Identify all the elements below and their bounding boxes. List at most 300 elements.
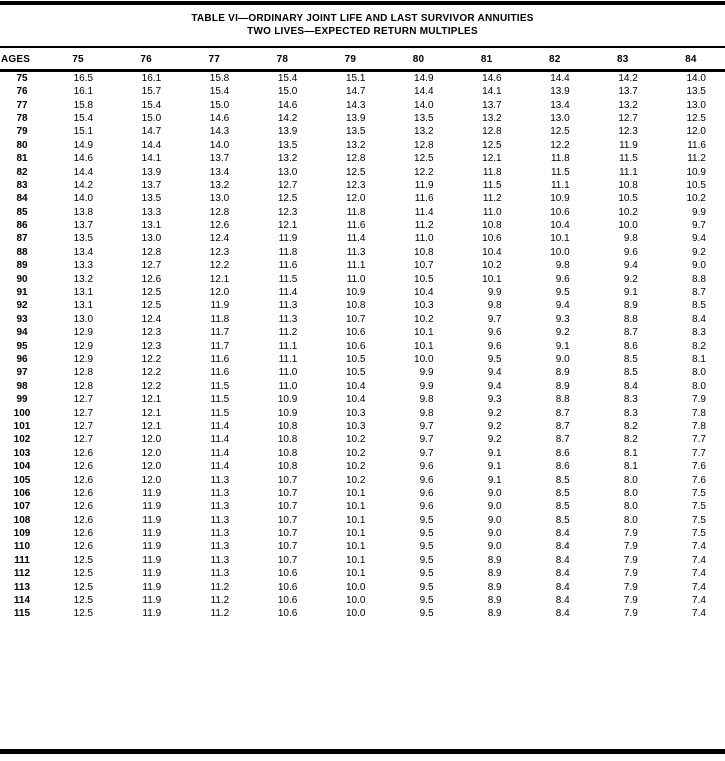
age-label: 84 — [16, 193, 28, 205]
multiple-cell: 12.3 — [618, 126, 638, 138]
multiple-cell: 9.2 — [623, 273, 638, 285]
multiple-cell: 9.5 — [419, 608, 434, 620]
multiple-cell: 11.3 — [210, 487, 230, 499]
age-label: 108 — [13, 514, 31, 526]
multiple-cell: 11.0 — [414, 233, 434, 245]
multiple-cell: 11.6 — [210, 367, 230, 379]
multiple-cell: 9.8 — [419, 394, 434, 406]
age-label: 79 — [16, 126, 28, 138]
multiple-cell: 11.6 — [346, 220, 366, 232]
multiple-cell: 9.5 — [419, 514, 434, 526]
header-cell-ages: AGES — [0, 47, 44, 71]
multiple-cell: 10.8 — [277, 420, 298, 432]
multiple-cell: 12.8 — [345, 153, 366, 165]
multiple-cell: 14.4 — [141, 139, 162, 151]
multiple-cell: 9.0 — [487, 487, 502, 499]
multiple-cell: 12.5 — [73, 568, 94, 580]
age-label: 103 — [13, 447, 31, 459]
multiple-cell: 11.8 — [482, 166, 502, 178]
multiple-cell: 11.3 — [210, 514, 230, 526]
multiple-cell: 10.2 — [345, 434, 366, 446]
multiple-cell: 12.0 — [141, 474, 162, 486]
multiple-cell: 13.5 — [277, 139, 298, 151]
multiple-cell: 11.5 — [278, 273, 298, 285]
multiple-cell: 8.4 — [555, 581, 570, 593]
multiple-cell: 11.2 — [482, 193, 502, 205]
multiple-cell: 12.1 — [482, 153, 502, 165]
multiple-cell: 10.9 — [345, 287, 366, 299]
multiple-cell: 11.2 — [414, 220, 434, 232]
multiple-cell: 9.3 — [487, 394, 502, 406]
multiple-cell: 12.0 — [209, 287, 230, 299]
table-title — [0, 5, 725, 38]
header-cell-78: 78 — [248, 47, 316, 71]
multiple-cell: 8.4 — [555, 554, 570, 566]
multiple-cell: 7.4 — [692, 568, 706, 580]
multiple-cell: 11.3 — [210, 474, 230, 486]
multiple-cell: 12.5 — [141, 287, 162, 299]
multiple-cell: 12.8 — [73, 367, 94, 379]
multiple-cell: 13.7 — [141, 179, 162, 191]
multiple-cell: 9.1 — [623, 287, 638, 299]
multiple-cell: 11.9 — [278, 233, 298, 245]
multiple-cell: 10.0 — [414, 354, 434, 365]
multiple-cell: 12.5 — [73, 608, 94, 620]
multiple-cell: 11.2 — [210, 581, 230, 593]
age-label: 110 — [13, 541, 31, 553]
multiple-cell: 12.3 — [345, 179, 366, 191]
multiple-cell: 10.1 — [414, 327, 434, 339]
multiple-cell: 11.4 — [278, 287, 298, 299]
multiple-cell: 13.2 — [618, 99, 638, 111]
multiple-cell: 10.3 — [345, 407, 366, 419]
table-row — [0, 567, 725, 580]
multiple-cell: 13.2 — [345, 139, 366, 151]
multiple-cell: 13.0 — [209, 193, 230, 205]
multiple-cell: 13.1 — [141, 220, 162, 232]
multiple-cell: 12.7 — [73, 394, 94, 406]
multiple-cell: 9.0 — [692, 260, 706, 272]
multiple-cell: 8.2 — [692, 340, 706, 352]
multiple-cell: 8.3 — [623, 394, 638, 406]
multiple-cell: 11.8 — [210, 313, 230, 325]
multiple-cell: 11.8 — [550, 153, 570, 165]
multiple-cell: 8.3 — [692, 327, 706, 339]
multiple-cell: 12.6 — [73, 541, 94, 553]
multiple-cell: 9.8 — [419, 407, 434, 419]
multiple-cell: 9.6 — [487, 327, 502, 339]
multiple-cell: 14.2 — [73, 179, 94, 191]
multiple-cell: 12.3 — [209, 246, 230, 258]
multiple-cell: 13.2 — [277, 153, 298, 165]
multiple-cell: 8.3 — [623, 407, 638, 419]
multiple-cell: 9.5 — [419, 554, 434, 566]
multiple-cell: 13.9 — [277, 126, 298, 138]
multiple-cell: 10.6 — [277, 568, 298, 580]
multiple-cell: 9.5 — [419, 528, 434, 540]
multiple-cell: 15.1 — [345, 73, 366, 84]
multiple-cell: 12.2 — [141, 380, 162, 392]
age-label: 107 — [13, 501, 31, 513]
multiple-cell: 11.6 — [687, 139, 706, 151]
multiple-cell: 12.6 — [73, 474, 94, 486]
multiple-cell: 11.6 — [414, 193, 434, 205]
multiple-cell: 14.4 — [73, 166, 94, 178]
multiple-cell: 9.2 — [487, 407, 502, 419]
table-row — [0, 527, 725, 540]
multiple-cell: 13.1 — [73, 287, 94, 299]
multiple-cell: 9.9 — [419, 380, 434, 392]
multiple-cell: 11.3 — [210, 568, 230, 580]
multiple-cell: 8.0 — [623, 474, 638, 486]
multiple-cell: 11.9 — [142, 581, 162, 593]
multiple-cell: 12.0 — [141, 434, 162, 446]
header-cell-77: 77 — [180, 47, 248, 71]
header-cell-82: 82 — [521, 47, 589, 71]
age-label: 100 — [13, 407, 31, 419]
multiple-cell: 8.9 — [555, 380, 570, 392]
table-row — [0, 460, 725, 473]
multiple-cell: 11.1 — [278, 354, 298, 365]
multiple-cell: 7.9 — [623, 554, 638, 566]
multiple-cell: 10.4 — [550, 220, 570, 232]
multiple-cell: 9.2 — [692, 246, 706, 258]
multiple-cell: 10.0 — [345, 608, 366, 620]
multiple-cell: 13.4 — [73, 246, 94, 258]
multiple-cell: 10.7 — [277, 501, 298, 513]
multiple-cell: 14.6 — [73, 153, 94, 165]
multiple-cell: 14.1 — [141, 153, 162, 165]
multiple-cell: 11.7 — [210, 327, 230, 339]
age-label: 77 — [16, 99, 28, 111]
table-row — [0, 139, 725, 152]
table-row — [0, 594, 725, 607]
age-label: 93 — [16, 313, 28, 325]
table-row — [0, 165, 725, 178]
multiple-cell: 7.4 — [692, 554, 706, 566]
multiple-cell: 10.4 — [414, 287, 434, 299]
header-row — [0, 47, 725, 71]
multiple-cell: 11.9 — [142, 514, 162, 526]
multiple-cell: 10.2 — [686, 193, 706, 205]
multiple-cell: 11.4 — [346, 233, 366, 245]
table-row — [0, 219, 725, 232]
table-body — [0, 71, 725, 621]
multiple-cell: 14.9 — [414, 73, 434, 84]
multiple-cell: 9.0 — [487, 541, 502, 553]
multiple-cell: 10.6 — [482, 233, 502, 245]
multiple-cell: 9.8 — [555, 260, 570, 272]
multiple-cell: 11.5 — [550, 166, 570, 178]
multiple-cell: 8.5 — [555, 514, 570, 526]
table-row — [0, 232, 725, 245]
multiple-cell: 14.0 — [73, 193, 94, 205]
table-row — [0, 500, 725, 513]
multiple-cell: 14.0 — [686, 73, 706, 84]
multiple-cell: 12.4 — [141, 313, 162, 325]
multiple-cell: 10.4 — [482, 246, 502, 258]
multiple-cell: 10.2 — [482, 260, 502, 272]
multiple-cell: 9.7 — [419, 420, 434, 432]
multiple-cell: 7.4 — [692, 608, 706, 620]
multiple-cell: 15.0 — [277, 86, 298, 98]
multiple-cell: 9.9 — [487, 287, 502, 299]
multiple-cell: 9.2 — [487, 420, 502, 432]
multiple-cell: 9.0 — [487, 501, 502, 513]
multiple-cell: 9.5 — [555, 287, 570, 299]
multiple-cell: 12.8 — [73, 380, 94, 392]
multiple-cell: 9.6 — [623, 246, 638, 258]
multiple-cell: 11.3 — [210, 541, 230, 553]
multiple-cell: 12.6 — [73, 461, 94, 473]
age-label: 102 — [13, 434, 31, 446]
multiple-cell: 11.1 — [346, 260, 366, 272]
multiple-cell: 9.6 — [555, 273, 570, 285]
multiple-cell: 8.5 — [555, 474, 570, 486]
multiple-cell: 8.7 — [555, 420, 570, 432]
age-label: 101 — [13, 420, 31, 432]
multiple-cell: 13.9 — [345, 112, 366, 124]
table-row — [0, 112, 725, 125]
multiple-cell: 12.6 — [73, 514, 94, 526]
multiple-cell: 14.6 — [209, 112, 230, 124]
multiple-cell: 9.6 — [419, 487, 434, 499]
multiple-cell: 15.4 — [209, 86, 230, 98]
multiple-cell: 9.6 — [419, 461, 434, 473]
multiple-cell: 12.5 — [550, 126, 570, 138]
multiple-cell: 10.2 — [345, 474, 366, 486]
multiple-cell: 10.6 — [277, 595, 298, 607]
multiple-cell: 12.3 — [141, 327, 162, 339]
table-row — [0, 98, 725, 111]
age-label: 109 — [13, 528, 31, 540]
multiple-cell: 14.9 — [73, 139, 94, 151]
multiple-cell: 12.9 — [73, 340, 94, 352]
multiple-cell: 8.0 — [623, 501, 638, 513]
multiple-cell: 12.7 — [73, 420, 94, 432]
multiple-cell: 8.4 — [692, 313, 706, 325]
multiple-cell: 7.6 — [692, 461, 706, 473]
multiple-cell: 13.7 — [209, 153, 230, 165]
multiple-cell: 8.9 — [623, 300, 638, 312]
multiple-cell: 12.6 — [73, 487, 94, 499]
multiple-cell: 11.9 — [142, 541, 162, 553]
multiple-cell: 10.1 — [345, 487, 366, 499]
multiple-cell: 11.9 — [414, 179, 434, 191]
multiple-cell: 7.7 — [692, 434, 706, 446]
table-row — [0, 313, 725, 326]
multiple-cell: 14.2 — [277, 112, 298, 124]
age-label: 85 — [16, 206, 28, 218]
age-label: 115 — [13, 608, 31, 620]
multiple-cell: 12.2 — [414, 166, 434, 178]
bottom-rule — [0, 749, 725, 754]
multiple-cell: 11.2 — [687, 153, 706, 165]
multiple-cell: 10.0 — [618, 220, 638, 232]
age-label: 76 — [16, 86, 28, 98]
multiple-cell: 8.2 — [623, 434, 638, 446]
multiple-cell: 7.8 — [692, 407, 706, 419]
multiple-cell: 11.7 — [210, 340, 230, 352]
multiple-cell: 13.1 — [73, 300, 94, 312]
age-label: 92 — [16, 300, 28, 312]
multiple-cell: 8.0 — [623, 514, 638, 526]
multiple-cell: 13.9 — [141, 166, 162, 178]
multiple-cell: 12.8 — [414, 139, 434, 151]
multiple-cell: 12.2 — [550, 139, 570, 151]
multiple-cell: 10.6 — [550, 206, 570, 218]
multiple-cell: 11.4 — [210, 420, 230, 432]
age-label: 98 — [16, 380, 28, 392]
table-row — [0, 272, 725, 285]
multiple-cell: 12.8 — [209, 206, 230, 218]
age-label: 113 — [13, 581, 31, 593]
multiple-cell: 9.1 — [487, 474, 502, 486]
title-line-1: TABLE VI—ORDINARY JOINT LIFE AND LAST SURVIVOR ANNUITIES — [191, 13, 534, 24]
multiple-cell: 11.9 — [142, 554, 162, 566]
multiple-cell: 12.3 — [141, 340, 162, 352]
multiple-cell: 10.1 — [345, 514, 366, 526]
multiple-cell: 8.7 — [692, 287, 706, 299]
multiple-cell: 12.0 — [686, 126, 706, 138]
header-cell-75: 75 — [44, 47, 112, 71]
multiple-cell: 8.8 — [555, 394, 570, 406]
table-row — [0, 607, 725, 620]
multiple-cell: 12.6 — [73, 447, 94, 459]
table-row — [0, 366, 725, 379]
multiple-cell: 8.8 — [623, 313, 638, 325]
multiple-cell: 8.0 — [623, 487, 638, 499]
multiple-cell: 7.4 — [692, 541, 706, 553]
age-label: 90 — [16, 273, 28, 285]
multiple-cell: 7.8 — [692, 420, 706, 432]
multiple-cell: 15.1 — [73, 126, 94, 138]
age-label: 97 — [16, 367, 28, 379]
multiple-cell: 16.5 — [73, 73, 94, 84]
multiple-cell: 10.6 — [277, 581, 298, 593]
multiple-cell: 10.2 — [345, 461, 366, 473]
multiple-cell: 11.2 — [278, 327, 298, 339]
multiple-cell: 12.5 — [345, 166, 366, 178]
multiple-cell: 8.7 — [555, 434, 570, 446]
multiple-cell: 10.7 — [277, 528, 298, 540]
multiple-cell: 9.2 — [487, 434, 502, 446]
age-label: 83 — [16, 179, 28, 191]
multiple-cell: 14.0 — [414, 99, 434, 111]
multiple-cell: 12.3 — [277, 206, 298, 218]
multiple-cell: 7.4 — [692, 581, 706, 593]
multiple-cell: 14.7 — [141, 126, 162, 138]
multiple-cell: 10.9 — [277, 407, 298, 419]
age-label: 87 — [16, 233, 28, 245]
multiple-cell: 9.4 — [487, 367, 502, 379]
multiple-cell: 11.1 — [550, 179, 570, 191]
multiple-cell: 9.5 — [419, 541, 434, 553]
multiple-cell: 9.3 — [555, 313, 570, 325]
multiple-cell: 12.5 — [277, 193, 298, 205]
multiple-cell: 12.5 — [482, 139, 502, 151]
multiple-cell: 10.5 — [618, 193, 638, 205]
header-cell-80: 80 — [384, 47, 452, 71]
multiple-cell: 10.8 — [414, 246, 434, 258]
multiple-cell: 12.0 — [141, 461, 162, 473]
multiple-cell: 11.5 — [482, 179, 502, 191]
multiple-cell: 8.9 — [487, 568, 502, 580]
multiple-cell: 8.4 — [555, 595, 570, 607]
multiple-cell: 14.6 — [482, 73, 502, 84]
multiple-cell: 10.7 — [414, 260, 434, 272]
multiple-cell: 10.4 — [345, 394, 366, 406]
multiple-cell: 10.0 — [345, 581, 366, 593]
table-row — [0, 433, 725, 446]
table-row — [0, 192, 725, 205]
multiple-cell: 8.6 — [555, 461, 570, 473]
multiple-cell: 12.0 — [141, 447, 162, 459]
multiple-cell: 11.9 — [142, 501, 162, 513]
multiple-cell: 15.0 — [141, 112, 162, 124]
multiple-cell: 7.9 — [623, 595, 638, 607]
multiple-cell: 13.5 — [414, 112, 434, 124]
multiple-cell: 10.0 — [345, 595, 366, 607]
table-row — [0, 125, 725, 138]
multiple-cell: 9.7 — [419, 447, 434, 459]
multiple-cell: 11.3 — [278, 313, 298, 325]
header-cell-79: 79 — [316, 47, 384, 71]
multiple-cell: 12.2 — [141, 367, 162, 379]
multiple-cell: 15.8 — [73, 99, 94, 111]
multiple-cell: 9.4 — [692, 233, 706, 245]
age-label: 81 — [16, 153, 28, 165]
multiple-cell: 11.5 — [210, 380, 230, 392]
multiple-cell: 13.0 — [686, 99, 706, 111]
multiple-cell: 13.7 — [482, 99, 502, 111]
multiple-cell: 11.9 — [142, 528, 162, 540]
multiple-cell: 10.7 — [277, 541, 298, 553]
table-row — [0, 353, 725, 366]
age-label: 104 — [13, 461, 31, 473]
multiple-cell: 11.3 — [210, 554, 230, 566]
multiple-cell: 14.3 — [345, 99, 366, 111]
multiple-cell: 10.8 — [618, 179, 638, 191]
header-cell-81: 81 — [453, 47, 521, 71]
multiple-cell: 15.4 — [141, 99, 162, 111]
multiple-cell: 11.2 — [210, 608, 230, 620]
multiple-cell: 11.3 — [210, 528, 230, 540]
multiple-cell: 14.3 — [209, 126, 230, 138]
multiple-cell: 15.4 — [73, 112, 94, 124]
age-label: 105 — [13, 474, 31, 486]
multiple-cell: 9.8 — [623, 233, 638, 245]
multiple-cell: 11.3 — [210, 501, 230, 513]
age-label: 88 — [16, 246, 28, 258]
multiple-cell: 8.1 — [692, 354, 706, 365]
multiple-cell: 16.1 — [141, 73, 162, 84]
table-row — [0, 246, 725, 259]
multiple-cell: 12.5 — [686, 112, 706, 124]
multiple-cell: 12.7 — [73, 407, 94, 419]
multiple-cell: 12.9 — [73, 354, 94, 365]
multiple-cell: 13.0 — [141, 233, 162, 245]
header-cell-83: 83 — [589, 47, 657, 71]
multiple-cell: 12.6 — [141, 273, 162, 285]
multiple-cell: 9.7 — [487, 313, 502, 325]
multiple-cell: 8.4 — [555, 541, 570, 553]
multiple-cell: 9.9 — [692, 206, 706, 218]
table-row — [0, 580, 725, 593]
multiple-cell: 8.5 — [692, 300, 706, 312]
multiple-cell: 8.0 — [692, 380, 706, 392]
multiple-cell: 14.6 — [277, 99, 298, 111]
